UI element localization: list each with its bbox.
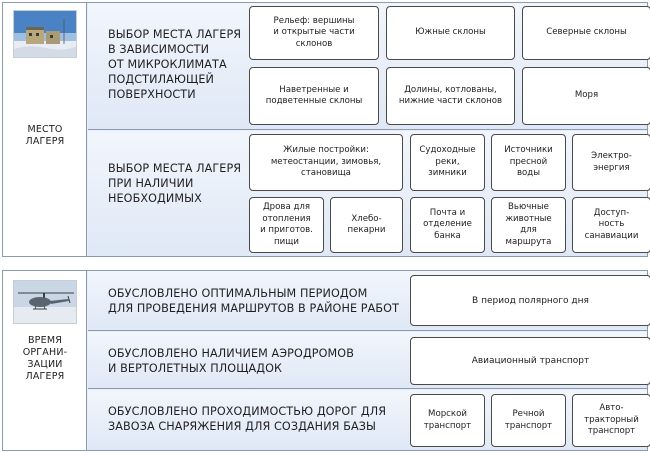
valleys-box: Долины, котлованы, нижние части склонов [386, 67, 515, 125]
roads-title: ОБУСЛОВЛЕНО ПРОХОДИМОСТЬЮ ДОРОГ ДЛЯ ЗАВОЗА СНАРЯЖЕНИЯ ДЛЯ СОЗДАНИЯ БАЗЫ [108, 405, 387, 433]
auto-tractor-transport-box: Авто- тракторный транспорт [572, 394, 650, 447]
south-slopes-box: Южные склоны [386, 6, 515, 60]
helicopter-photo [13, 280, 77, 324]
polar-day-title: ОБУСЛОВЛЕНО ОПТИМАЛЬНЫМ ПЕРИОДОМ ДЛЯ ПРОВЕДЕНИЯ МАРШРУТОВ В РАЙОНЕ РАБОТ [108, 287, 400, 315]
post-bank-box: Почта и отделение банка [410, 197, 485, 253]
firewood-box: Дрова для отопления и приготов. пищи [249, 197, 324, 253]
camp-timing-column [3, 271, 87, 450]
bakeries-box: Хлебо- пекарни [330, 197, 403, 253]
river-transport-box: Речной транспорт [491, 394, 566, 447]
north-slopes-box: Северные склоны [522, 6, 650, 60]
camp-buildings-photo [13, 10, 77, 58]
helicopter-image [14, 281, 77, 324]
windward-slopes-box: Наветренные и подветенные склоны [249, 67, 379, 125]
necessary-resources-title: ВЫБОР МЕСТА ЛАГЕРЯ ПРИ НАЛИЧИИ НЕОБХОДИМЫХ [108, 162, 242, 205]
camp-location-label: МЕСТО ЛАГЕРЯ [25, 124, 65, 147]
microclimate-title: ВЫБОР МЕСТА ЛАГЕРЯ В ЗАВИСИМОСТИ ОТ МИКРОКЛИМАТА ПОДСТИЛАЮЩЕЙ ПОВЕРХНОСТИ [108, 28, 242, 101]
pack-animals-box: Вьючные животные для маршрута [491, 197, 566, 253]
seas-box: Моря [522, 67, 650, 125]
polar-day-box: В период полярного дня [410, 275, 650, 326]
roads-row [88, 390, 647, 450]
camp-timing-label: ВРЕМЯ ОРГАНИ- ЗАЦИИ ЛАГЕРЯ [22, 335, 68, 382]
microclimate-section [88, 3, 647, 130]
airfields-row [88, 332, 647, 389]
fresh-water-box: Источники пресной воды [491, 134, 566, 191]
camp-location-panel [2, 2, 648, 257]
electricity-box: Электро- энергия [572, 134, 650, 191]
sea-transport-box: Морской транспорт [410, 394, 485, 447]
air-ambulance-box: Доступ- ность санавиации [572, 197, 650, 253]
relief-peaks-box: Рельеф: вершины и открытые части склонов [249, 6, 379, 60]
polar-day-row [88, 271, 647, 331]
camp-buildings-image [14, 11, 77, 58]
aviation-transport-box: Авиационный транспорт [410, 337, 650, 385]
camp-location-column [3, 3, 87, 256]
residential-buildings-box: Жилые постройки: метеостанции, зимовья, становища [249, 134, 403, 191]
airfields-title: ОБУСЛОВЛЕНО НАЛИЧИЕМ АЭРОДРОМОВ И ВЕРТОЛЕТНЫХ ПЛОЩАДОК [108, 347, 354, 375]
camp-timing-panel [2, 270, 648, 451]
necessary-resources-section [88, 131, 647, 256]
navigable-rivers-box: Судоходные реки, зимники [410, 134, 485, 191]
